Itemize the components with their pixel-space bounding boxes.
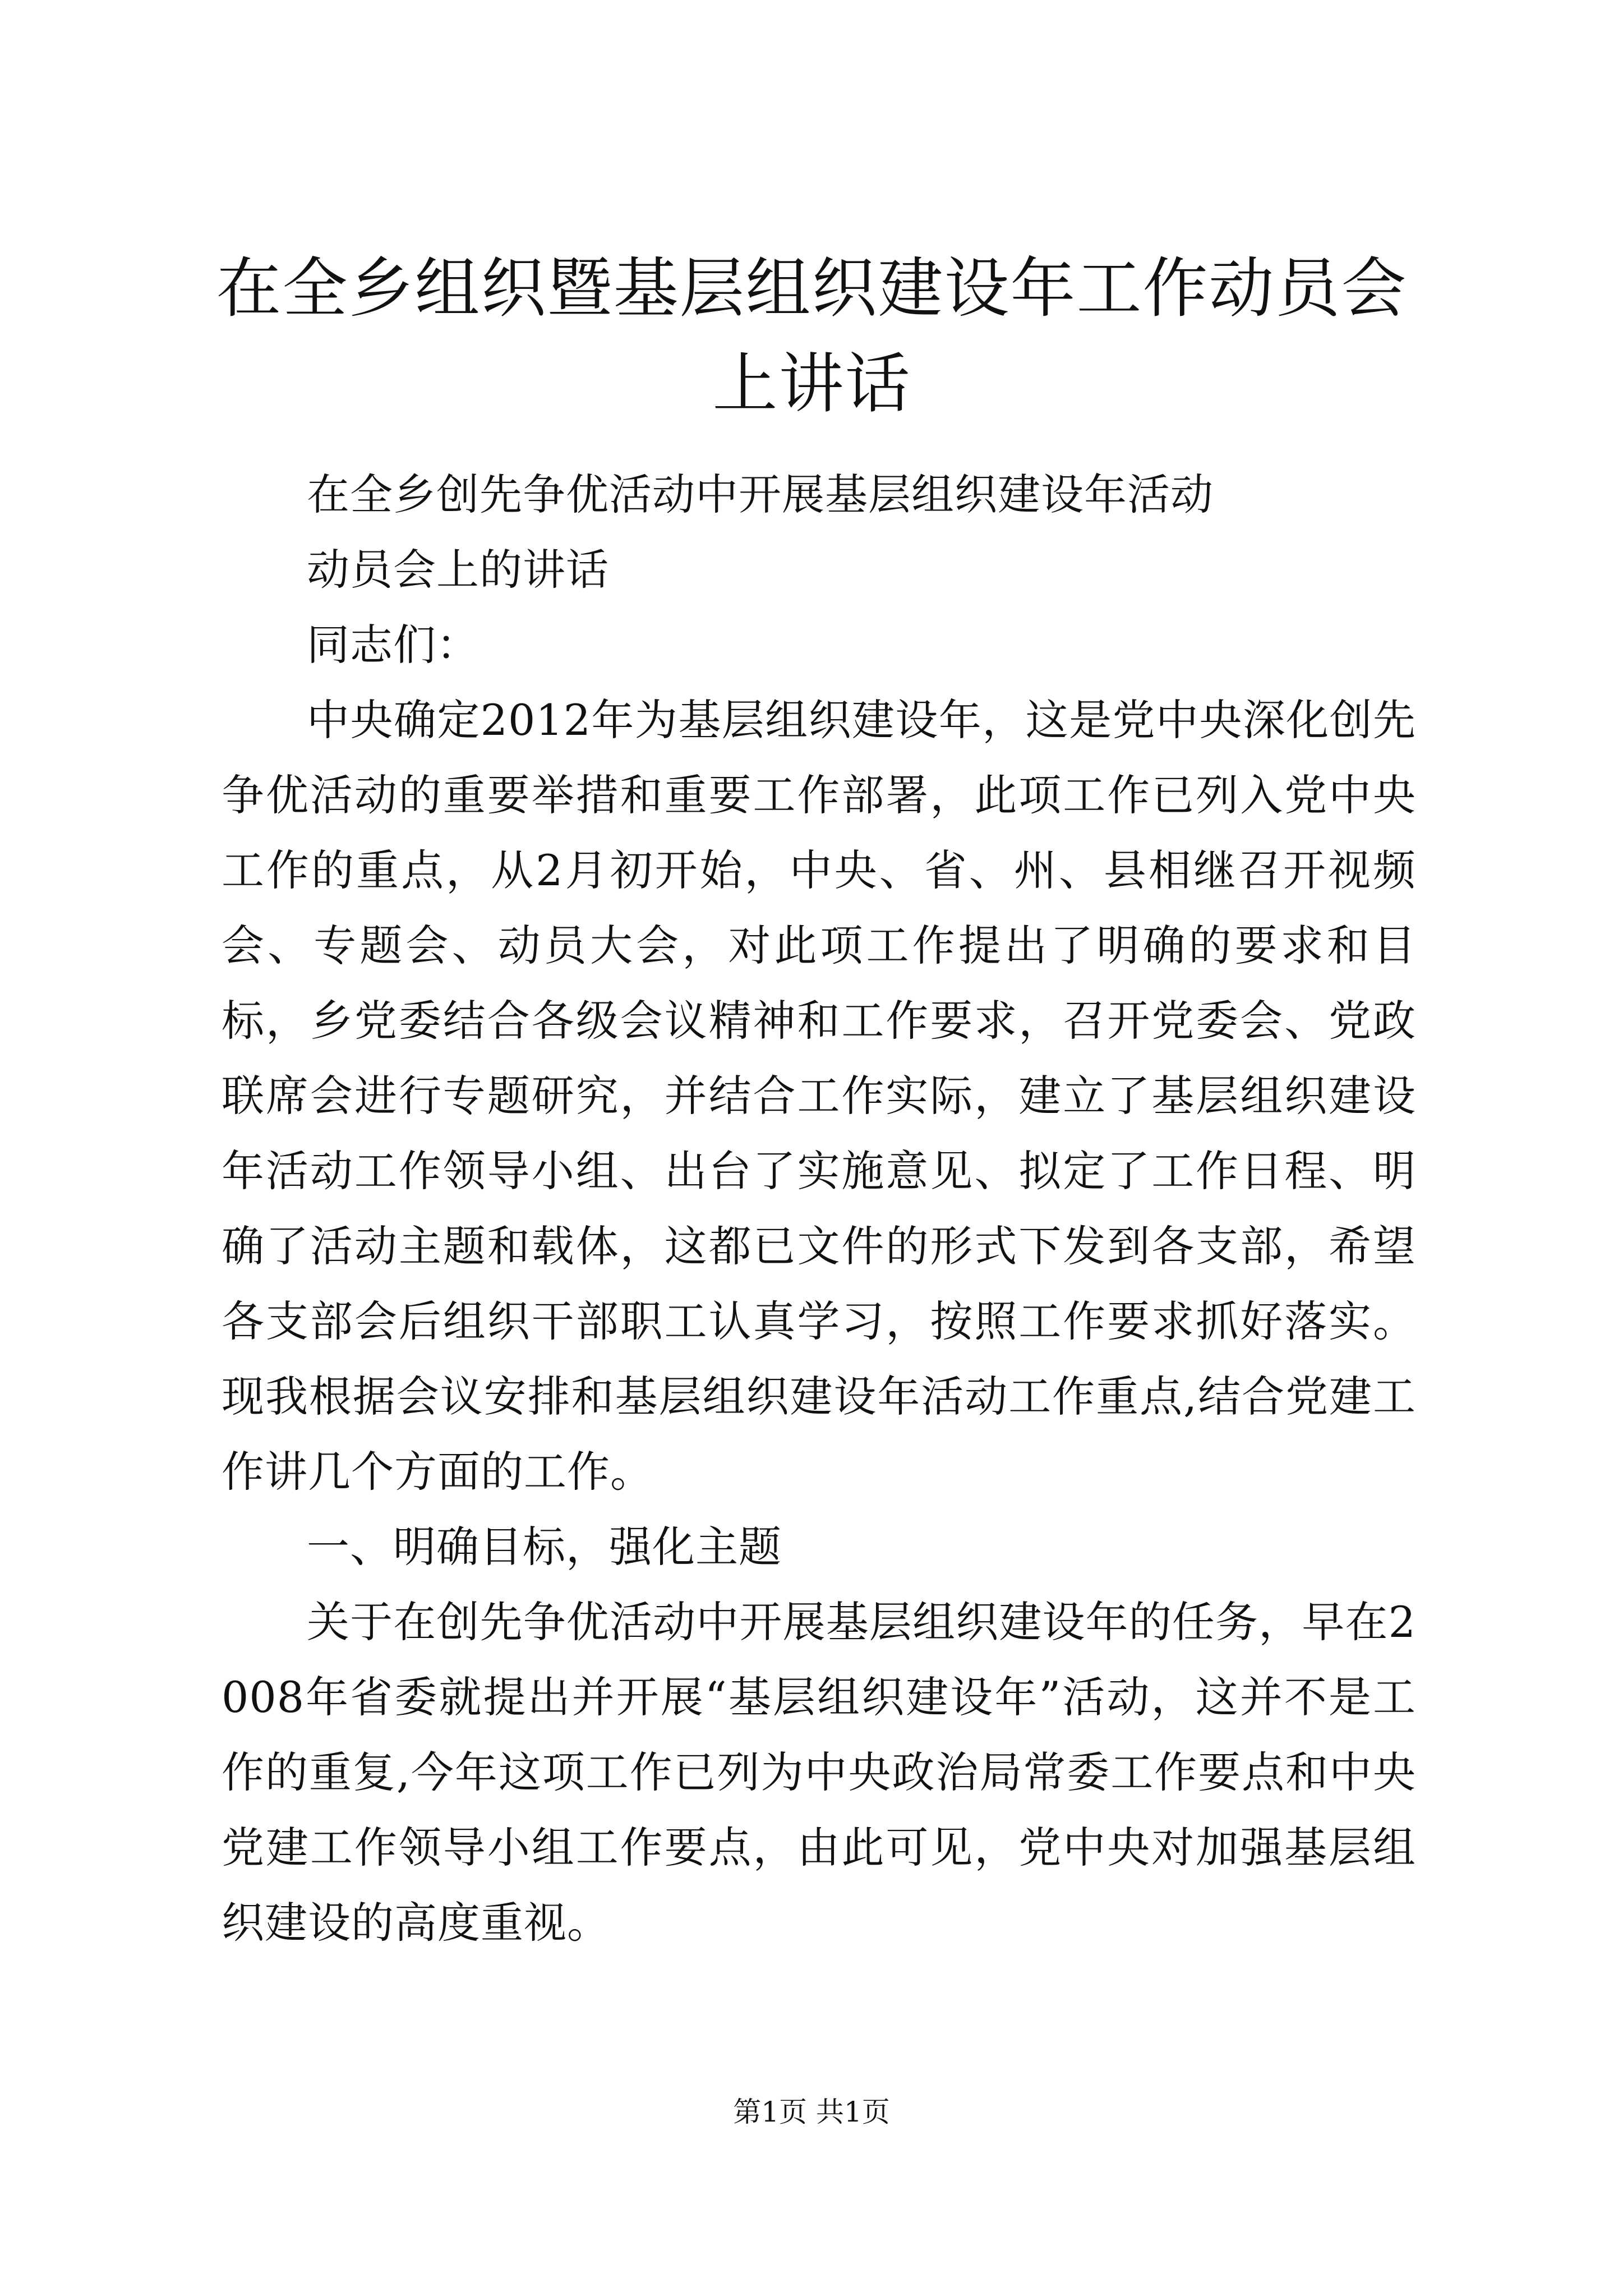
body-paragraph: 中央确定2012年为基层组织建设年，这是党中央深化创先争优活动的重要举措和重要工作部署，此项工作已列入党中央工作的重点，从2月初开始，中央、省、州、县相继召开视频会、专题会、动员大会，对此项工作提出了明确的要求和目标，乡党委结合各级会议精神和工作要求，召开党委会、党政联席会进行专题研究，并结合工作实际，建立了基层组织建设年活动工作领导小组、出台了实施意见、拟定了工作日程、明确了活动主题和载体，这都已文件的形式下发到各支部，希望各支部会后组织干部职工认真学习，按照工作要求抓好落实。现我根据会议安排和基层组织建设年活动工作重点,结合党建工作讲几个方面的工作。 [222, 695, 1416, 1497]
page-number: 第1页 共1页 [733, 2096, 890, 2128]
salutation: 同志们： [307, 620, 479, 670]
subtitle-line-1: 在全乡创先争优活动中开展基层组织建设年活动 [307, 470, 1214, 519]
subtitle-line-2: 动员会上的讲话 [307, 545, 609, 595]
body-paragraph: 关于在创先争优活动中开展基层组织建设年的任务，早在2008年省委就提出并开展“基层组织建设年”活动，这并不是工作的重复,今年这项工作已列为中央政治局常委工作要点和中央党建工作领导小组工作要点，由此可见，党中央对加强基层组织建设的高度重视。 [222, 1597, 1416, 1948]
page-footer [0, 2092, 1623, 2132]
section-heading: 一、明确目标，强化主题 [307, 1522, 782, 1572]
document-title: 在全乡组织暨基层组织建设年工作动员会上讲话 [216, 251, 1408, 422]
document-body [222, 457, 1416, 1961]
